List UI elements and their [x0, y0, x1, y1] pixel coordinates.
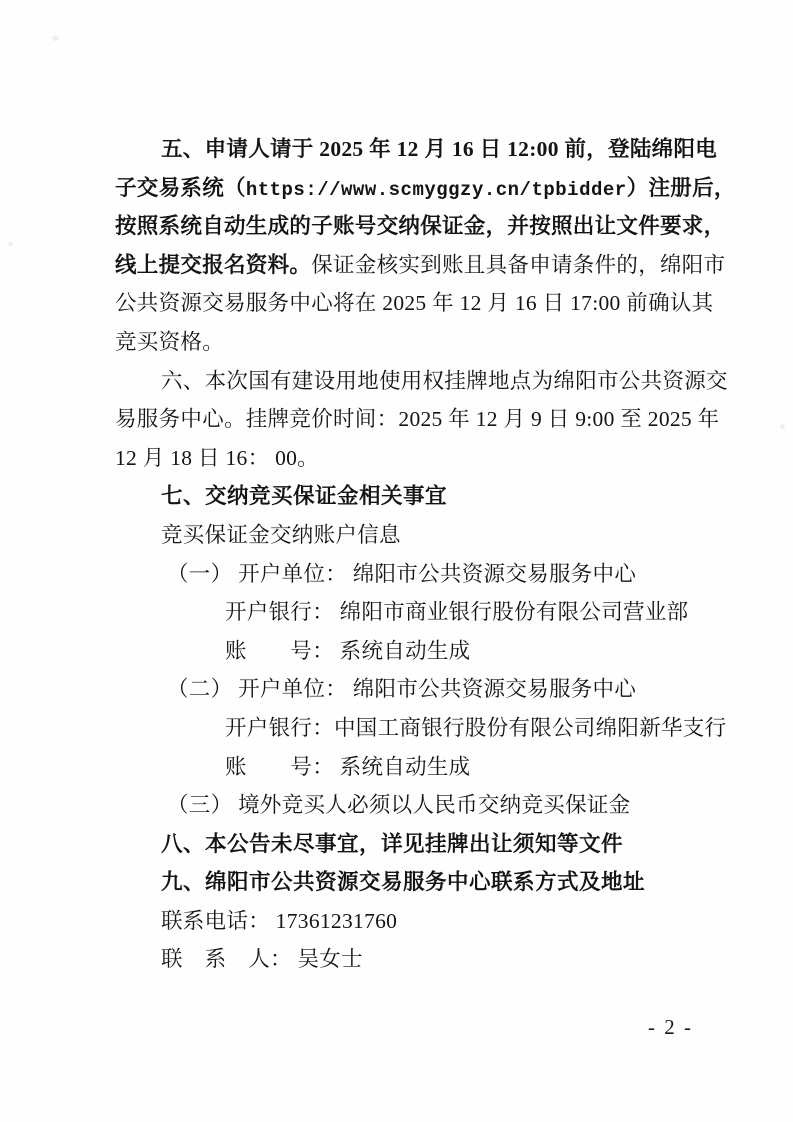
- account2-unit-line: （二） 开户单位： 绵阳市公共资源交易服务中心: [167, 677, 637, 702]
- section6-line3: 12 月 18 日 16： 00。: [115, 445, 319, 470]
- scan-speck: [8, 242, 13, 246]
- account2-bank-line: 开户银行：中国工商银行股份有限公司绵阳新华支行: [225, 715, 727, 740]
- section5-line4-bold: 线上提交报名资料。: [115, 252, 312, 277]
- section5-line1: 五、申请人请于 2025 年 12 月 16 日 12:00 前，登陆绵阳电: [161, 137, 718, 161]
- account2-number-line: 账 号： 系统自动生成: [225, 754, 471, 779]
- scan-speck: [780, 424, 785, 429]
- section5-line2: [115, 169, 736, 208]
- section5-line5: 公共资源交易服务中心将在 2025 年 12 月 16 日 17:00 前确认其: [115, 291, 714, 316]
- account1-unit-line: （一） 开户单位： 绵阳市公共资源交易服务中心: [167, 561, 637, 586]
- section6-line2: 易服务中心。挂牌竞价时间：2025 年 12 月 9 日 9:00 至 2025 年: [115, 407, 720, 432]
- section5-line4: [115, 246, 730, 285]
- contact-phone-line: 联系电话： 17361231760: [161, 908, 398, 933]
- section7-heading: 七、交纳竞买保证金相关事宜: [161, 484, 448, 509]
- document-body: [115, 130, 736, 979]
- section5-line4-rest: 保证金核实到账且具备申请条件的，绵阳市: [311, 252, 726, 277]
- account1-bank-line: 开户银行： 绵阳市商业银行股份有限公司营业部: [225, 600, 689, 625]
- section9-heading: 九、绵阳市公共资源交易服务中心联系方式及地址: [161, 870, 646, 895]
- section7-note3-line: （三） 境外竞买人必须以人民币交纳竞买保证金: [167, 793, 631, 818]
- page-number: - 2 -: [648, 1015, 693, 1039]
- section5-line6: 竞买资格。: [115, 329, 225, 354]
- deposit-account-info-title: 竞买保证金交纳账户信息: [161, 522, 401, 547]
- section5-line3: 按照系统自动生成的子账号交纳保证金，并按照出让文件要求，: [115, 214, 726, 239]
- section8-heading: 八、本公告未尽事宜，详见挂牌出让须知等文件: [161, 831, 624, 856]
- contact-person-line: 联 系 人： 吴女士: [161, 947, 363, 972]
- section6-line1: 六、本次国有建设用地使用权挂牌地点为绵阳市公共资源交: [161, 368, 728, 393]
- section5-line2-prefix: 子交易系统（: [115, 175, 246, 200]
- section5-line2-suffix: ）注册后，: [626, 175, 736, 200]
- registration-url: https://www.scmyggzy.cn/tpbidder: [245, 178, 627, 201]
- scan-speck: [52, 36, 59, 41]
- account1-number-line: 账 号： 系统自动生成: [225, 638, 471, 663]
